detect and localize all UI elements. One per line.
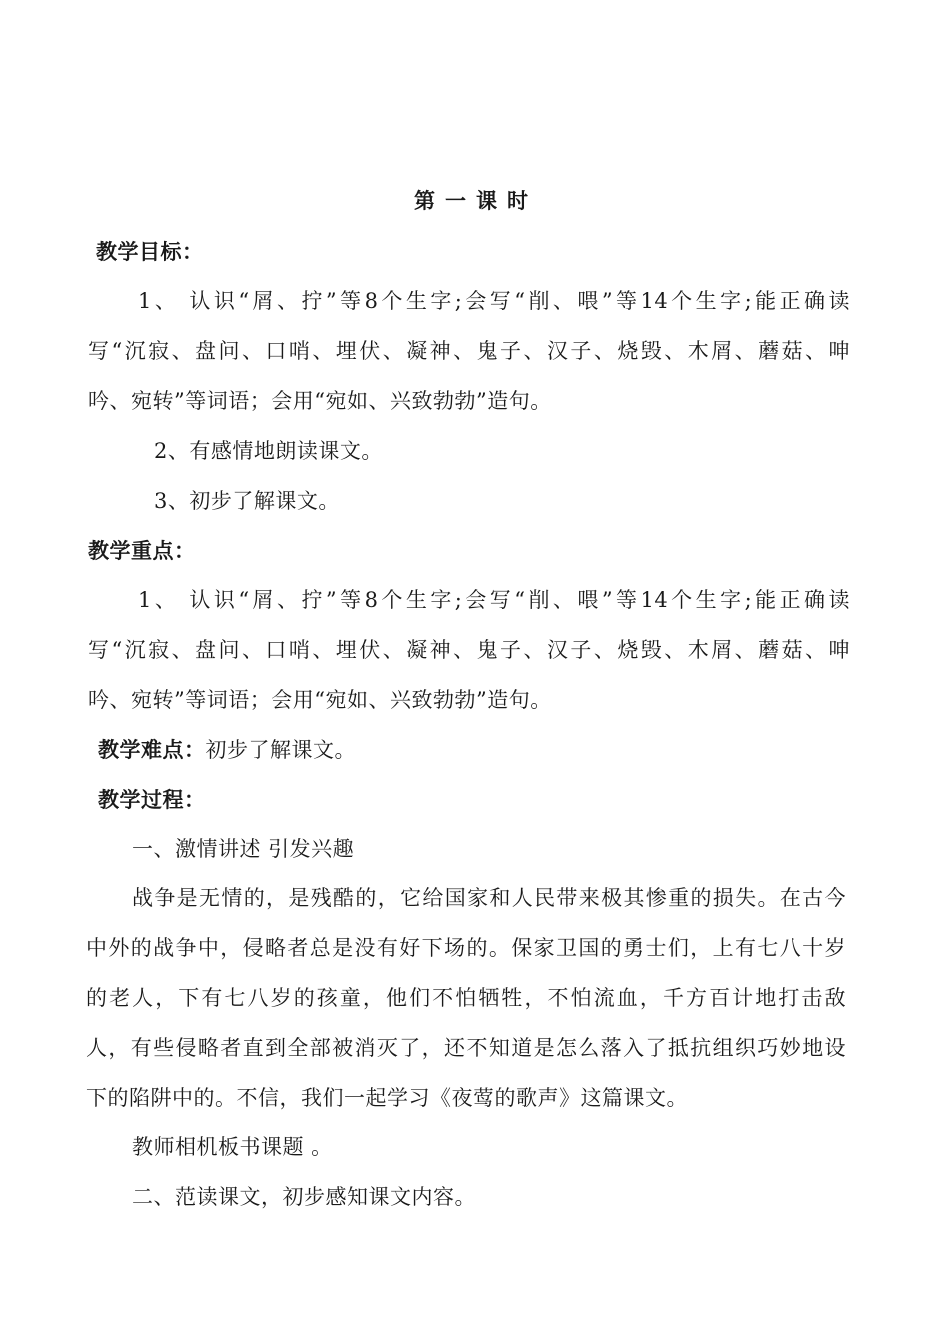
objective-item-1-line-2: 写“沉寂、盘问、口哨、埋伏、凝神、鬼子、汉子、烧毁、木屑、蘑菇、呻 [88,339,850,363]
process-paragraph-line-2: 中外的战争中，侵略者总是没有好下场的。保家卫国的勇士们，上有七八十岁 [86,936,846,960]
key-point-item-1-line-3: 吟、宛转”等词语；会用“宛如、兴致勃勃”造句。 [88,688,552,712]
objectives-heading: 教学目标： [96,240,204,264]
teacher-note-suffix: 。 [304,1135,333,1159]
difficulty-line [98,735,356,765]
difficulty-heading: 教学难点： [98,738,206,762]
difficulty-text: 初步了解课文。 [205,738,356,762]
objective-item-1-line-1: 1、 认识“屑、拧”等8个生字;会写“削、喂”等14个生字;能正确读 [138,289,850,313]
key-point-item-1-line-2: 写“沉寂、盘问、口哨、埋伏、凝神、鬼子、汉子、烧毁、木屑、蘑菇、呻 [88,638,850,662]
key-point-item-1-line-1: 1、 认识“屑、拧”等8个生字;会写“削、喂”等14个生字;能正确读 [138,588,850,612]
process-paragraph-line-3: 的老人，下有七八岁的孩童，他们不怕牺牲，不怕流血，千方百计地打击敌 [86,986,846,1010]
process-step-2-text: 范读课文，初步感知课文内容。 [175,1185,476,1209]
lesson-title: 第一课时 [414,189,538,213]
process-heading: 教学过程： [98,788,206,812]
objective-item-3: 3、初步了解课文。 [154,489,340,513]
process-step-2-number: 二、 [132,1185,175,1209]
teacher-note-board: 板书课题 [218,1135,304,1159]
process-step-1-title: 一、激情讲述 引发兴趣 [132,837,355,861]
key-points-heading: 教学重点： [88,539,196,563]
process-step-2 [132,1182,476,1212]
objective-item-2: 2、有感情地朗读课文。 [154,439,383,463]
process-paragraph-line-5: 下的陷阱中的。不信，我们一起学习《夜莺的歌声》这篇课文。 [86,1086,688,1110]
teacher-note [132,1132,333,1162]
teacher-note-prefix: 教师相机 [132,1135,218,1159]
process-paragraph-line-1: 战争是无情的，是残酷的，它给国家和人民带来极其惨重的损失。在古今 [132,886,846,910]
process-paragraph-line-4: 人，有些侵略者直到全部被消灭了，还不知道是怎么落入了抵抗组织巧妙地设 [86,1036,846,1060]
objective-item-1-line-3: 吟、宛转”等词语；会用“宛如、兴致勃勃”造句。 [88,389,552,413]
